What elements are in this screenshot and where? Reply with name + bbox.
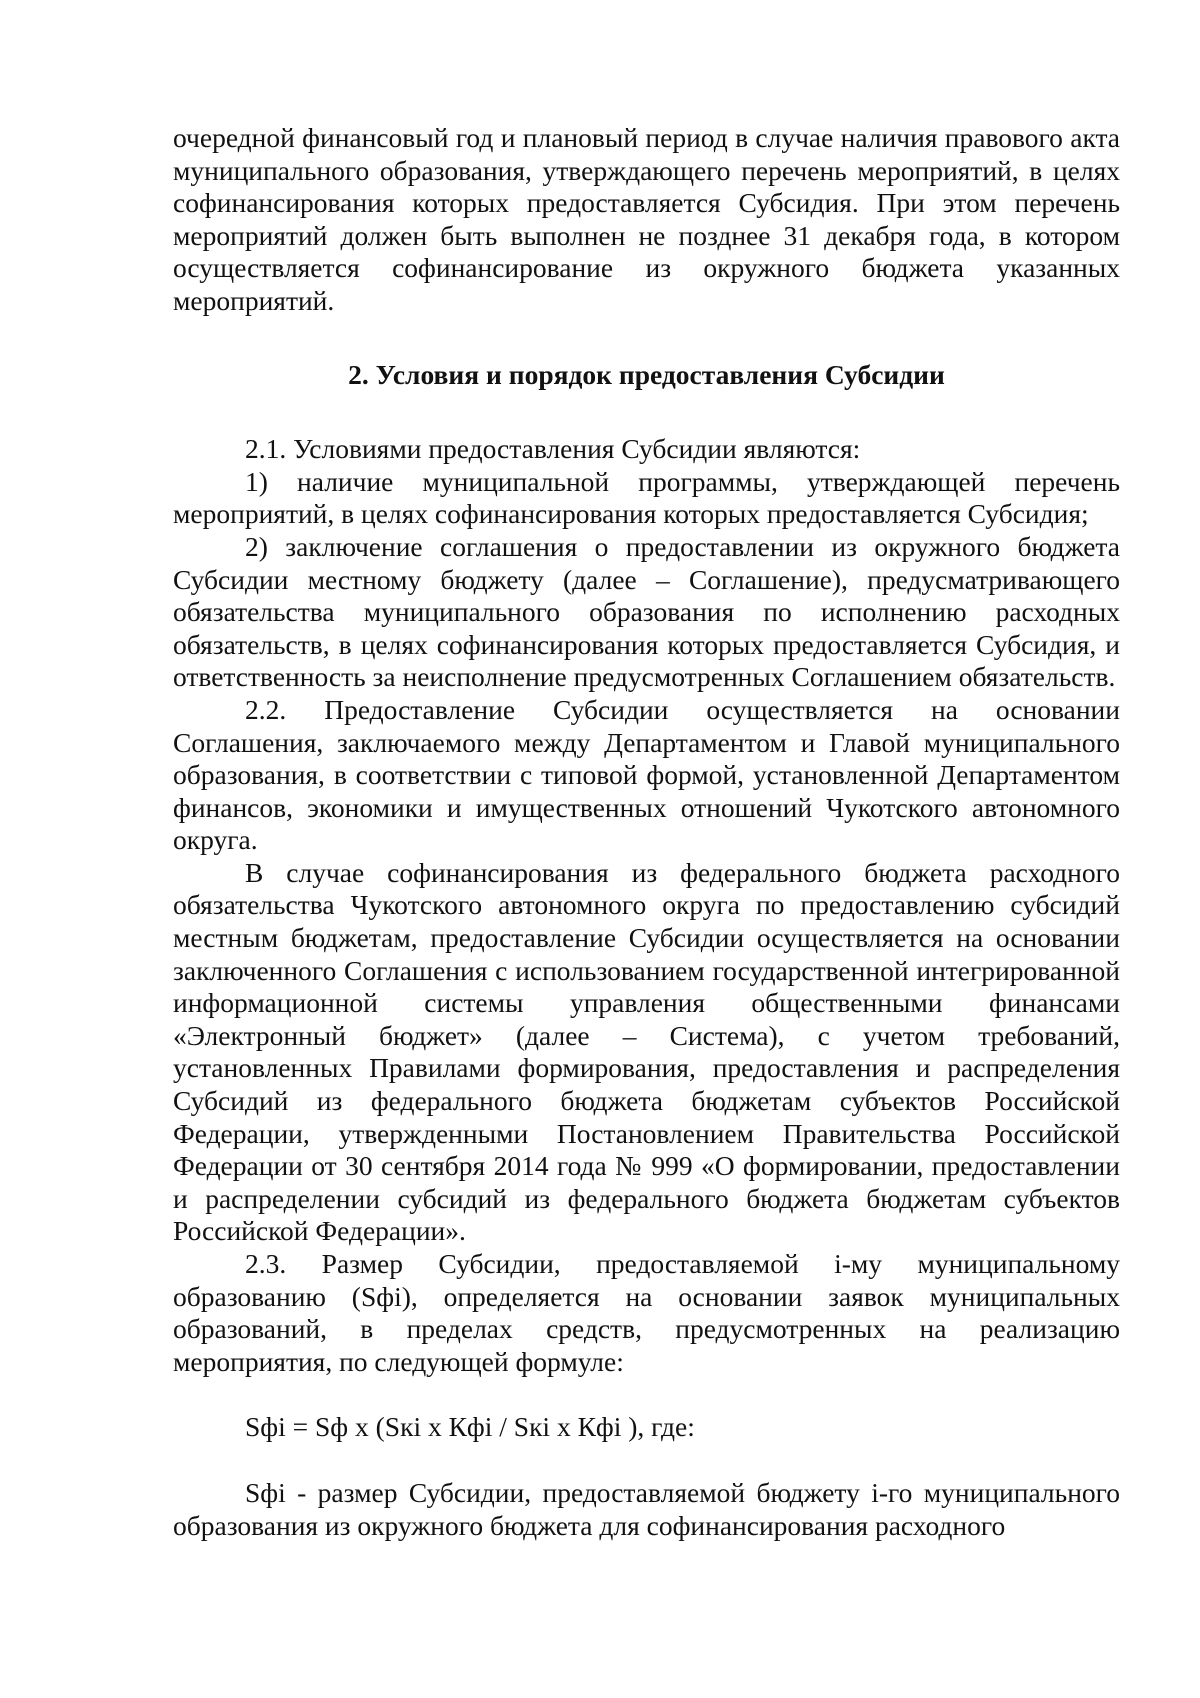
formula: Sфi = Sф x (Sкi x Кфi / Sкi x Кфi ), где: bbox=[245, 1411, 695, 1443]
clause-2-1: 2.1. Условиями предоставления Субсидии являются: bbox=[245, 433, 861, 465]
clause-2-2: 2.2. Предоставление Субсидии осуществляется на основании Соглашения, заключаемого между Департаментом и Главой муниципального образования, в соответствии с типовой формой, установленной Департаментом финансов, экономики и имущественных отношений Чукотского автономного округа. bbox=[173, 693, 1120, 856]
intro-paragraph: очередной финансовый год и плановый период в случае наличия правового акта муниципального образования, утверждающего перечень мероприятий, в целях софинансирования которых предоставляется Субсидия. При этом перечень мероприятий должен быть выполнен не позднее 31 декабря года, в котором осуществляется софинансирование из окружного бюджета указанных мероприятий. bbox=[173, 122, 1120, 316]
clause-2-3: 2.3. Размер Субсидии, предоставляемой i-му муниципальному образованию (Sфi), определяется на основании заявок муниципальных образований, в пределах средств, предусмотренных на реализацию мероприятия, по следующей формуле: bbox=[173, 1248, 1120, 1377]
document-body bbox=[173, 122, 1120, 1542]
clause-2-2-federal: В случае софинансирования из федерального бюджета расходного обязательства Чукотского автономного округа по предоставлению субсидий местным бюджетам, предоставление Субсидии осуществляется на основании заключенного Соглашения с использованием государственной интегрированной информационной системы управления общественными финансами «Электронный бюджет» (далее – Система), с учетом требований, установленных Правилами формирования, предоставления и распределения Субсидий из федерального бюджета бюджетам субъектов Российской Федерации, утвержденными Постановлением Правительства Российской Федерации от 30 сентября 2014 года № 999 «О формировании, предоставлении и распределении субсидий из федерального бюджета бюджетам субъектов Российской Федерации». bbox=[173, 856, 1120, 1247]
clause-2-1-item-2: 2) заключение соглашения о предоставлении из окружного бюджета Субсидии местному бюджету (далее – Соглашение), предусматривающего обязательства муниципального образования по исполнению расходных обязательств, в целях софинансирования которых предоставляется Субсидия, и ответственность за неисполнение предусмотренных Соглашением обязательств. bbox=[173, 530, 1120, 693]
section-heading: 2. Условия и порядок предоставления Субсидии bbox=[348, 358, 945, 390]
clause-2-1-item-1: 1) наличие муниципальной программы, утверждающей перечень мероприятий, в целях софинансирования которых предоставляется Субсидия; bbox=[173, 465, 1120, 530]
definition-paragraph: Sфi - размер Субсидии, предоставляемой бюджету i-го муниципального образования из окружного бюджета для софинансирования расходного bbox=[173, 1476, 1120, 1541]
